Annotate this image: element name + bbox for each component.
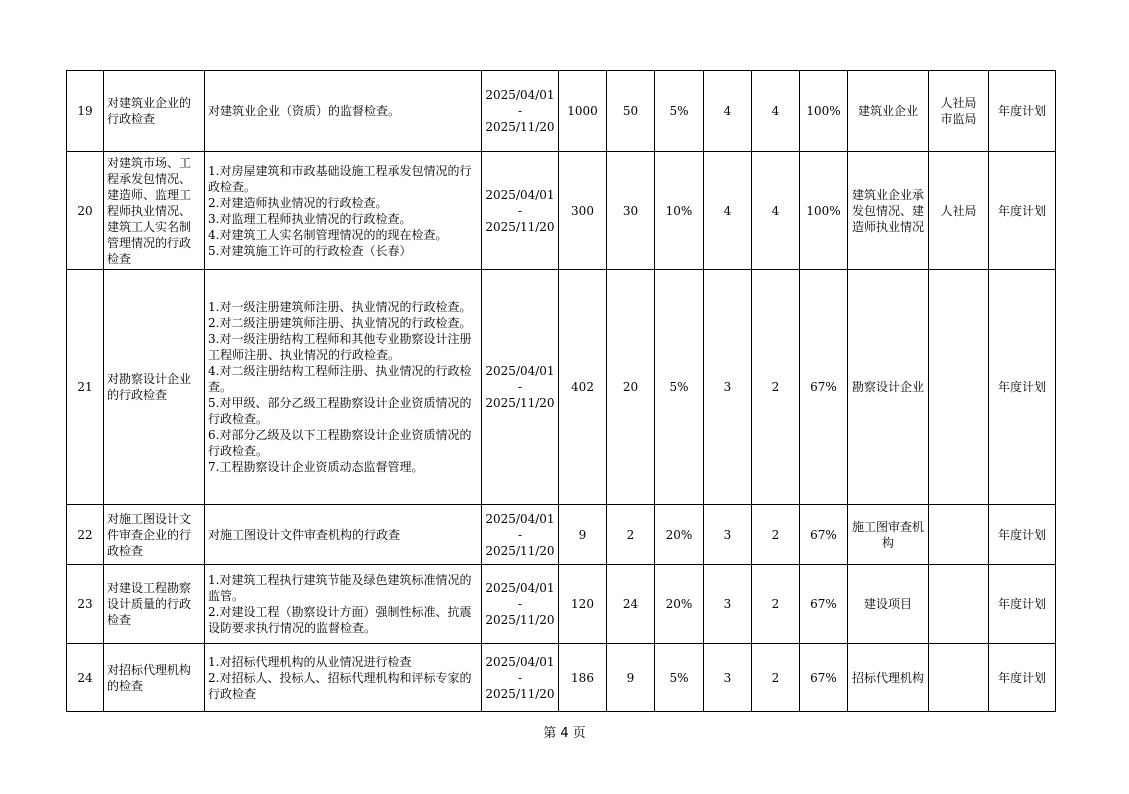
date-start: 2025/04/01 (485, 187, 555, 202)
date-end: 2025/11/20 (485, 686, 555, 701)
sample-ratio: 20% (655, 565, 704, 644)
plan-type: 年度计划 (989, 505, 1056, 565)
inspection-target: 对施工图设计文件审查企业的行政检查 (104, 505, 205, 565)
date-start: 2025/04/01 (485, 581, 555, 595)
inspection-content: 1.对房屋建筑和市政基础设施工程承发包情况的行政检查。 2.对建造师执业情况的行政检查。 3.对监理工程师执业情况的行政检查。 4.对建筑工人实名制管理情况的的现在检查。 5.对建筑施工许可的行政检查（长春） (205, 152, 482, 270)
date-range (482, 565, 559, 644)
inspection-content: 对施工图设计文件审查机构的行政查 (205, 505, 482, 565)
inspection-content: 1.对招标代理机构的从业情况进行检查 2.对招标人、投标人、招标代理机构和评标专家的行政检查 (205, 644, 482, 712)
value-a: 3 (704, 505, 752, 565)
date-start: 2025/04/01 (485, 88, 555, 102)
inspection-object: 建筑业企业 (848, 71, 929, 152)
plan-type: 年度计划 (989, 565, 1056, 644)
percentage: 67% (800, 505, 848, 565)
value-b: 2 (752, 644, 800, 712)
plan-type: 年度计划 (989, 71, 1056, 152)
row-number: 23 (67, 565, 104, 644)
date-separator: - (517, 670, 523, 685)
value-a: 4 (704, 152, 752, 270)
date-range (482, 644, 559, 712)
table-row (67, 565, 1056, 644)
sample-count: 50 (607, 71, 655, 152)
joint-departments (929, 270, 989, 505)
plan-type: 年度计划 (989, 644, 1056, 712)
total-count: 186 (559, 644, 607, 712)
value-b: 2 (752, 505, 800, 565)
value-b: 4 (752, 71, 800, 152)
table-row (67, 505, 1056, 565)
value-b: 2 (752, 270, 800, 505)
sample-count: 9 (607, 644, 655, 712)
sample-count: 2 (607, 505, 655, 565)
sample-ratio: 5% (655, 644, 704, 712)
date-start: 2025/04/01 (485, 511, 555, 526)
row-number: 20 (67, 152, 104, 270)
inspection-target: 对招标代理机构的检查 (104, 644, 205, 712)
percentage: 100% (800, 152, 848, 270)
percentage: 100% (800, 71, 848, 152)
value-a: 4 (704, 71, 752, 152)
table-row (67, 270, 1056, 505)
joint-departments (929, 565, 989, 644)
total-count: 300 (559, 152, 607, 270)
table-row (67, 644, 1056, 712)
date-end: 2025/11/20 (485, 543, 555, 558)
date-end: 2025/11/20 (485, 396, 555, 410)
value-b: 4 (752, 152, 800, 270)
date-end: 2025/11/20 (485, 219, 555, 234)
sample-ratio: 20% (655, 505, 704, 565)
date-range (482, 71, 559, 152)
plan-type: 年度计划 (989, 152, 1056, 270)
total-count: 120 (559, 565, 607, 644)
joint-departments (929, 644, 989, 712)
inspection-object: 建筑业企业承发包情况、建造师执业情况 (848, 152, 929, 270)
percentage: 67% (800, 270, 848, 505)
joint-departments: 人社局 (929, 152, 989, 270)
date-end: 2025/11/20 (485, 613, 555, 627)
value-a: 3 (704, 565, 752, 644)
total-count: 402 (559, 270, 607, 505)
joint-departments: 人社局 市监局 (929, 71, 989, 152)
date-start: 2025/04/01 (485, 364, 555, 378)
row-number: 19 (67, 71, 104, 152)
date-range (482, 270, 559, 505)
percentage: 67% (800, 644, 848, 712)
inspection-target: 对建筑市场、工程承发包情况、建造师、监理工程师执业情况、建筑工人实名制管理情况的行政检查 (104, 152, 205, 270)
date-separator: - (517, 104, 523, 118)
inspection-object: 招标代理机构 (848, 644, 929, 712)
date-range (482, 505, 559, 565)
date-separator: - (517, 597, 523, 611)
date-separator: - (517, 380, 523, 394)
sample-ratio: 10% (655, 152, 704, 270)
value-a: 3 (704, 270, 752, 505)
date-end: 2025/11/20 (485, 120, 555, 134)
joint-departments (929, 505, 989, 565)
date-start: 2025/04/01 (485, 654, 555, 669)
inspection-content: 1.对建筑工程执行建筑节能及绿色建筑标准情况的监管。 2.对建设工程（勘察设计方面）强制性标准、抗震设防要求执行情况的监督检查。 (205, 565, 482, 644)
sample-count: 30 (607, 152, 655, 270)
value-b: 2 (752, 565, 800, 644)
value-a: 3 (704, 644, 752, 712)
sample-ratio: 5% (655, 270, 704, 505)
date-separator: - (517, 527, 523, 542)
table-row (67, 71, 1056, 152)
date-range (482, 152, 559, 270)
page-number: 第 4 页 (543, 726, 586, 741)
row-number: 22 (67, 505, 104, 565)
row-number: 21 (67, 270, 104, 505)
inspection-content: 1.对一级注册建筑师注册、执业情况的行政检查。 2.对二级注册建筑师注册、执业情况的行政检查。 3.对一级注册结构工程师和其他专业勘察设计注册工程师注册、执业情况的行政检查。 4.对二级注册结构工程师注册、执业情况的行政检查。 5.对甲级、部分乙级工程勘察设计企业资质情况的行政检查。 6.对部分乙级及以下工程勘察设计企业资质情况的行政检查。 7.工程勘察设计企业资质动态监督管理。 (205, 270, 482, 505)
inspection-content: 对建筑业企业（资质）的监督检查。 (205, 71, 482, 152)
plan-type: 年度计划 (989, 270, 1056, 505)
table-row (67, 152, 1056, 270)
inspection-target: 对建设工程勘察设计质量的行政检查 (104, 565, 205, 644)
inspection-target: 对建筑业企业的行政检查 (104, 71, 205, 152)
total-count: 1000 (559, 71, 607, 152)
row-number: 24 (67, 644, 104, 712)
sample-ratio: 5% (655, 71, 704, 152)
inspection-plan-table (66, 70, 1056, 712)
inspection-target: 对勘察设计企业的行政检查 (104, 270, 205, 505)
percentage: 67% (800, 565, 848, 644)
total-count: 9 (559, 505, 607, 565)
inspection-object: 勘察设计企业 (848, 270, 929, 505)
inspection-object: 建设项目 (848, 565, 929, 644)
date-separator: - (517, 203, 523, 218)
sample-count: 20 (607, 270, 655, 505)
sample-count: 24 (607, 565, 655, 644)
inspection-object: 施工图审查机构 (848, 505, 929, 565)
